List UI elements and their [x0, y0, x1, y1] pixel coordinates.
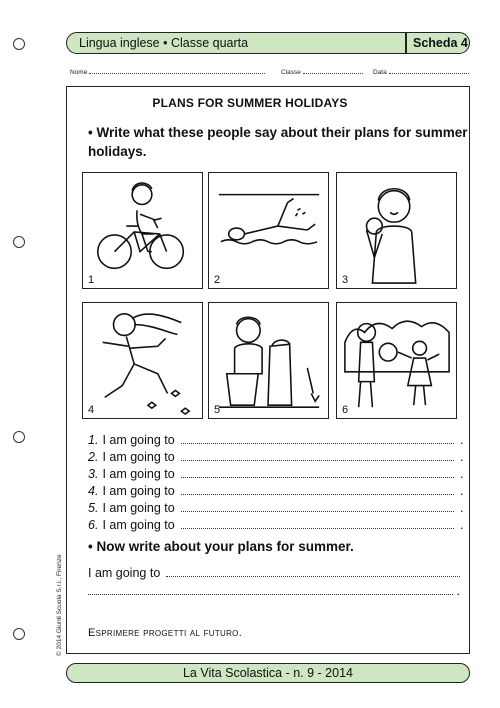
header-title: Lingua inglese • Classe quarta — [79, 36, 249, 50]
answer-dots[interactable] — [181, 486, 454, 495]
answer-end: . — [460, 501, 464, 515]
plan-lines — [88, 566, 460, 602]
plan-end: . — [456, 584, 460, 598]
worksheet-title: PLANS FOR SUMMER HOLIDAYS — [152, 96, 348, 110]
panel-number: 6 — [342, 404, 349, 416]
learning-objective: Esprimere progetti al futuro. — [88, 627, 243, 639]
answer-line-5[interactable] — [88, 501, 468, 518]
ball-game-illustration — [337, 303, 456, 418]
footer-bar — [66, 663, 470, 683]
date-dots — [389, 68, 469, 74]
answer-line-3[interactable] — [88, 467, 468, 484]
answer-dots[interactable] — [181, 503, 454, 512]
answer-end: . — [460, 467, 464, 481]
answer-prompt: I am going to — [102, 450, 175, 464]
header-divider — [405, 33, 407, 53]
panel-ball-game — [336, 302, 457, 419]
panel-number: 5 — [214, 404, 221, 416]
plan-prompt: I am going to — [88, 566, 161, 580]
answer-number: 1. — [88, 433, 99, 447]
binder-hole-2 — [13, 236, 25, 248]
answer-number: 2. — [88, 450, 99, 464]
answer-number: 6. — [88, 518, 99, 532]
second-instruction: • Now write about your plans for summer. — [88, 539, 354, 554]
running-illustration — [83, 303, 202, 418]
answer-lines — [88, 433, 468, 535]
name-dots — [89, 68, 265, 74]
panel-swimming — [208, 172, 329, 289]
answer-line-6[interactable] — [88, 518, 468, 535]
instruction-bold: • Write what these people say about their plans for summer holidays. — [88, 125, 468, 159]
plan-dots[interactable] — [88, 586, 453, 595]
panel-sandcastle — [208, 302, 329, 419]
answer-number: 3. — [88, 467, 99, 481]
class-dots — [303, 68, 363, 74]
answer-line-2[interactable] — [88, 450, 468, 467]
answer-prompt: I am going to — [102, 501, 175, 515]
binder-hole-3 — [13, 431, 25, 443]
answer-end: . — [460, 433, 464, 447]
date-label: Data — [373, 69, 387, 76]
panel-ice-cream — [336, 172, 457, 289]
panel-running — [82, 302, 203, 419]
panel-number: 3 — [342, 274, 349, 286]
answer-prompt: I am going to — [102, 484, 175, 498]
panel-number: 1 — [88, 274, 95, 286]
answer-end: . — [460, 484, 464, 498]
answer-prompt: I am going to — [102, 433, 175, 447]
bicycle-illustration — [83, 173, 202, 288]
class-field[interactable] — [281, 68, 363, 76]
answer-dots[interactable] — [181, 520, 454, 529]
plan-line-1[interactable] — [88, 566, 460, 584]
answer-line-4[interactable] — [88, 484, 468, 501]
binder-hole-1 — [13, 38, 25, 50]
name-field[interactable] — [70, 68, 265, 76]
answer-dots[interactable] — [181, 435, 454, 444]
answer-number: 4. — [88, 484, 99, 498]
class-label: Classe — [281, 69, 301, 76]
ice-cream-illustration — [337, 173, 456, 288]
answer-end: . — [460, 518, 464, 532]
answer-prompt: I am going to — [102, 518, 175, 532]
answer-line-1[interactable] — [88, 433, 468, 450]
name-label: Nome — [70, 69, 88, 76]
instruction-text — [88, 123, 468, 161]
swimming-illustration — [209, 173, 328, 288]
footer-text: La Vita Scolastica - n. 9 - 2014 — [182, 666, 353, 680]
plan-dots[interactable] — [166, 568, 460, 577]
header-bar — [66, 32, 470, 54]
date-field[interactable] — [373, 68, 469, 76]
panel-number: 2 — [214, 274, 221, 286]
binder-hole-4 — [13, 628, 25, 640]
copyright-text: © 2014 Giunti Scuola S.r.l., Firenze — [56, 554, 63, 656]
answer-dots[interactable] — [181, 452, 454, 461]
answer-dots[interactable] — [181, 469, 454, 478]
panel-bicycle — [82, 172, 203, 289]
answer-end: . — [460, 450, 464, 464]
plan-line-2[interactable] — [88, 584, 460, 602]
sheet-label: Scheda 4 — [413, 36, 468, 50]
sandcastle-illustration — [209, 303, 328, 418]
answer-prompt: I am going to — [102, 467, 175, 481]
panel-number: 4 — [88, 404, 95, 416]
answer-number: 5. — [88, 501, 99, 515]
